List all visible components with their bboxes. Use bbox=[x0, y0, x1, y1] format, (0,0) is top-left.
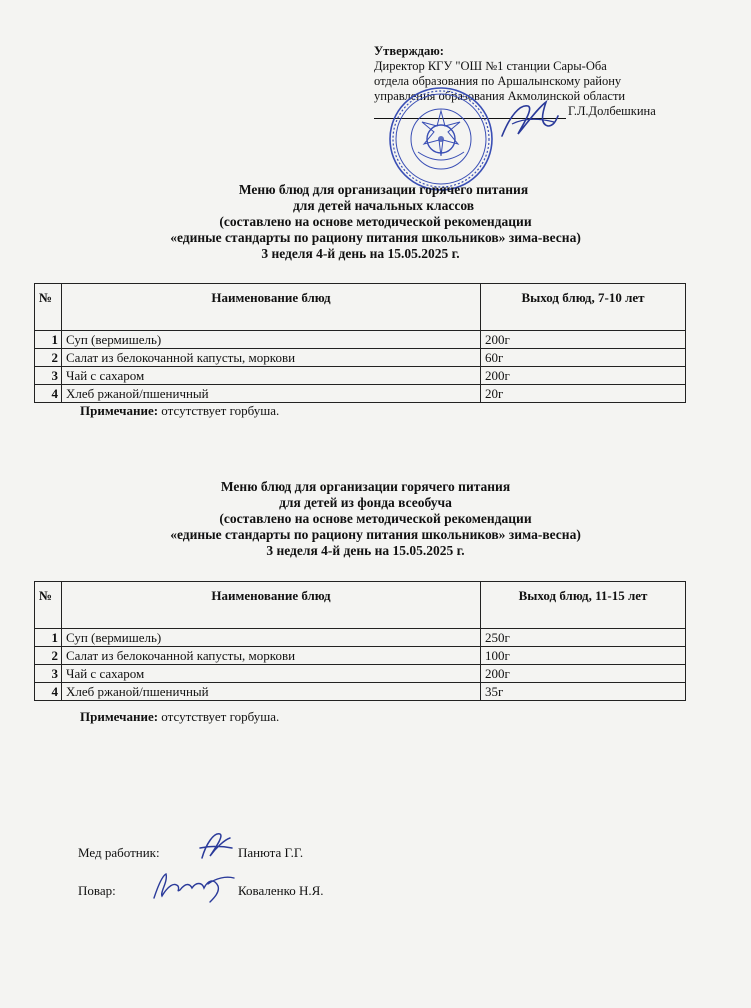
official-stamp-seal bbox=[388, 86, 494, 192]
dish-output: 200г bbox=[481, 331, 686, 349]
approval-line-1: Директор КГУ "ОШ №1 станции Сары-Оба bbox=[374, 59, 607, 73]
menu2-heading-line-3: (составлено на основе методической рекомендации bbox=[219, 511, 532, 526]
table-header-row bbox=[35, 582, 686, 629]
row-number: 1 bbox=[35, 629, 62, 647]
dish-output: 35г bbox=[481, 683, 686, 701]
dish-name: Суп (вермишель) bbox=[62, 629, 481, 647]
note-text: отсутствует горбуша. bbox=[158, 403, 280, 418]
row-number: 2 bbox=[35, 647, 62, 665]
medic-role: Мед работник: bbox=[78, 845, 160, 860]
row-number: 4 bbox=[35, 385, 62, 403]
row-number: 3 bbox=[35, 665, 62, 683]
menu1-heading-line-3: (составлено на основе методической рекомендации bbox=[219, 214, 532, 229]
dish-output: 200г bbox=[481, 665, 686, 683]
table-row bbox=[35, 647, 686, 665]
menu2-heading-line-1: Меню блюд для организации горячего питания bbox=[220, 479, 511, 494]
menu1-heading-line-2: для детей начальных классов bbox=[292, 198, 475, 213]
note-label: Примечание: bbox=[80, 709, 159, 724]
menu1-heading-line-1: Меню блюд для организации горячего питания bbox=[238, 182, 529, 197]
column-header-output: Выход блюд, 7-10 лет bbox=[481, 284, 686, 331]
approval-title: Утверждаю: bbox=[374, 44, 444, 58]
row-number: 3 bbox=[35, 367, 62, 385]
dish-output: 100г bbox=[481, 647, 686, 665]
menu1-heading bbox=[0, 182, 751, 262]
dish-name: Чай с сахаром bbox=[62, 367, 481, 385]
cook-signature bbox=[150, 868, 236, 904]
menu2-heading-line-5: 3 неделя 4-й день на 15.05.2025 г. bbox=[266, 543, 465, 558]
dish-output: 250г bbox=[481, 629, 686, 647]
table-row bbox=[35, 683, 686, 701]
dish-name: Чай с сахаром bbox=[62, 665, 481, 683]
column-header-dish: Наименование блюд bbox=[62, 582, 481, 629]
table-row bbox=[35, 367, 686, 385]
approval-signatory: Г.Л.Долбешкина bbox=[568, 104, 656, 118]
dish-name: Хлеб ржаной/пшеничный bbox=[62, 683, 481, 701]
menu1-table bbox=[34, 283, 686, 403]
table-header-row bbox=[35, 284, 686, 331]
note-label: Примечание: bbox=[80, 403, 159, 418]
cook-role: Повар: bbox=[78, 883, 116, 898]
table-row bbox=[35, 665, 686, 683]
menu1-heading-line-4: «единые стандарты по рациону питания школьников» зима-весна) bbox=[170, 230, 581, 245]
approval-line-3: управления образования Акмолинской области bbox=[374, 89, 626, 103]
dish-output: 20г bbox=[481, 385, 686, 403]
menu2-heading-line-4: «единые стандарты по рациону питания школьников» зима-весна) bbox=[170, 527, 581, 542]
menu2-note bbox=[80, 709, 279, 725]
column-header-number: № bbox=[35, 284, 62, 331]
dish-name: Хлеб ржаной/пшеничный bbox=[62, 385, 481, 403]
note-text: отсутствует горбуша. bbox=[158, 709, 280, 724]
dish-output: 60г bbox=[481, 349, 686, 367]
menu2-heading bbox=[0, 479, 751, 559]
table-row bbox=[35, 331, 686, 349]
column-header-dish: Наименование блюд bbox=[62, 284, 481, 331]
medic-signature-row bbox=[78, 845, 303, 861]
medic-signature bbox=[196, 828, 236, 864]
dish-name: Салат из белокочанной капусты, моркови bbox=[62, 647, 481, 665]
row-number: 2 bbox=[35, 349, 62, 367]
row-number: 1 bbox=[35, 331, 62, 349]
table-row bbox=[35, 385, 686, 403]
dish-name: Суп (вермишель) bbox=[62, 331, 481, 349]
table-row bbox=[35, 629, 686, 647]
column-header-output: Выход блюд, 11-15 лет bbox=[481, 582, 686, 629]
menu1-note bbox=[80, 403, 279, 419]
menu2-heading-line-2: для детей из фонда всеобуча bbox=[279, 495, 452, 510]
row-number: 4 bbox=[35, 683, 62, 701]
cook-name: Коваленко Н.Я. bbox=[238, 883, 324, 898]
dish-output: 200г bbox=[481, 367, 686, 385]
column-header-number: № bbox=[35, 582, 62, 629]
menu2-table bbox=[34, 581, 686, 701]
approval-line-2: отдела образования по Аршалынскому району bbox=[374, 74, 622, 88]
table-row bbox=[35, 349, 686, 367]
dish-name: Салат из белокочанной капусты, моркови bbox=[62, 349, 481, 367]
menu1-heading-line-5: 3 неделя 4-й день на 15.05.2025 г. bbox=[261, 246, 460, 261]
director-signature bbox=[498, 96, 560, 144]
medic-name: Панюта Г.Г. bbox=[238, 845, 304, 860]
